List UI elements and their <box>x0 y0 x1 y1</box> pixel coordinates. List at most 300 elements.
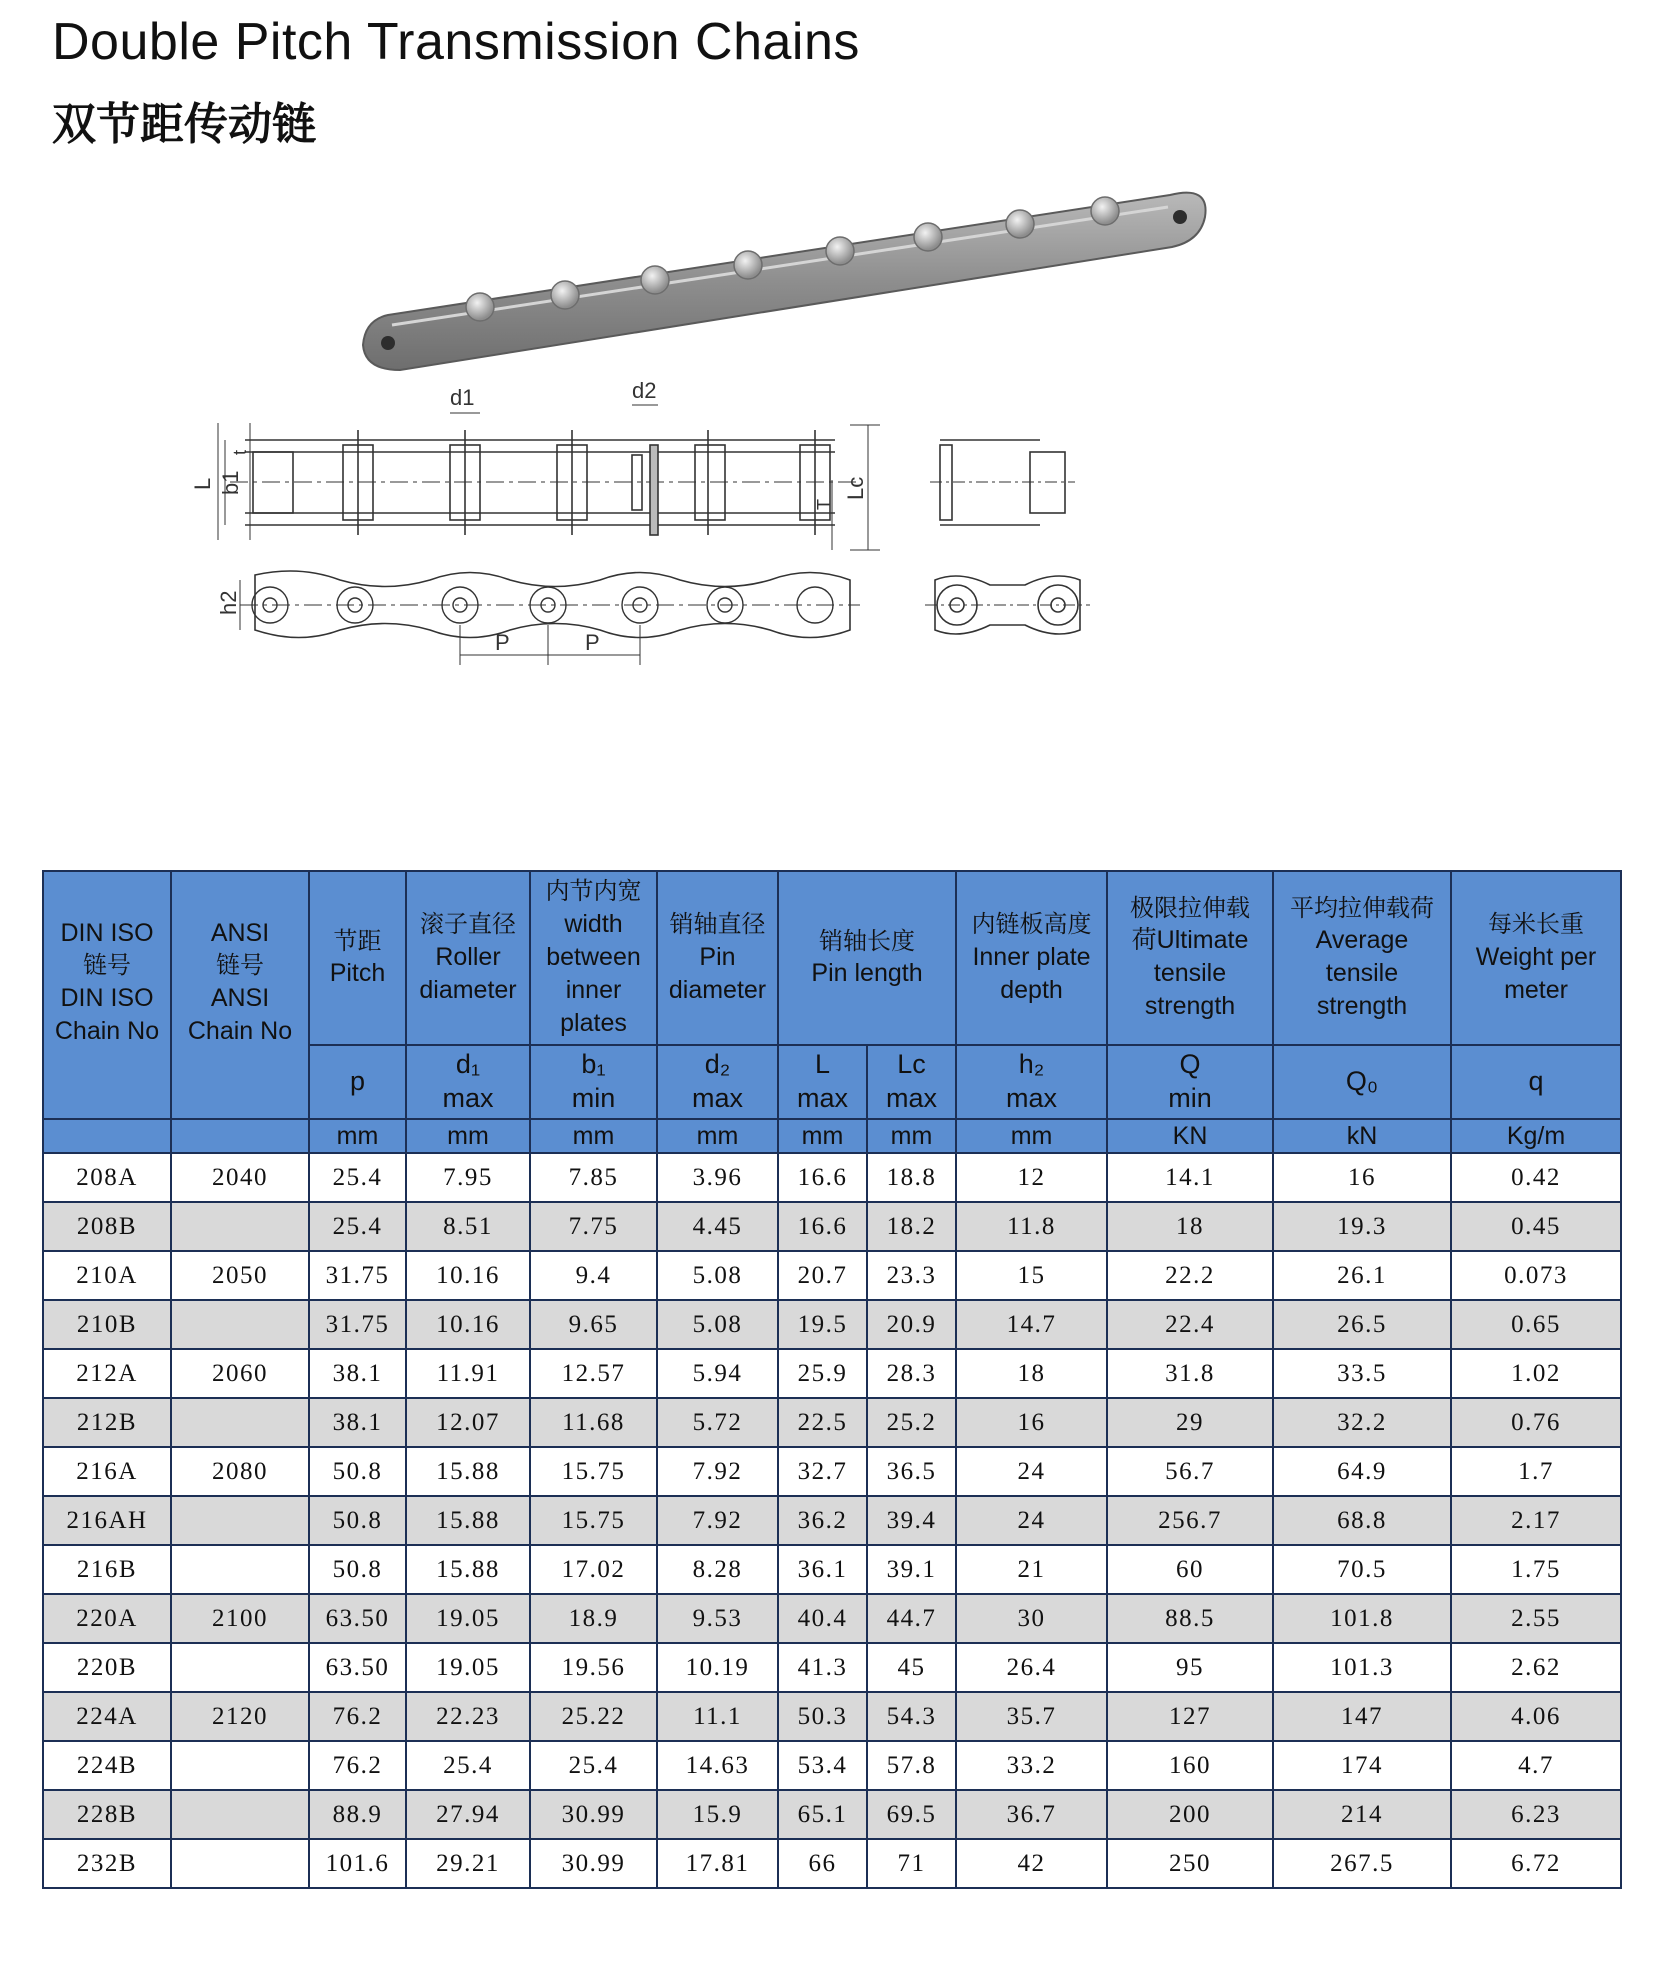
page-subtitle: 双节距传动链 <box>52 99 316 150</box>
table-cell: 15.75 <box>530 1496 657 1545</box>
table-cell: 212A <box>43 1349 171 1398</box>
header-text: 荷Ultimate <box>1131 926 1249 955</box>
unit-cell: KN <box>1107 1119 1273 1153</box>
table-cell: 19.3 <box>1273 1202 1451 1251</box>
table-cell: 2080 <box>171 1447 309 1496</box>
table-cell <box>171 1790 309 1839</box>
symbol-qualifier: min <box>1168 1083 1212 1113</box>
table-cell: 12 <box>956 1153 1107 1202</box>
table-cell: 50.8 <box>309 1496 406 1545</box>
header-text: Pin length <box>811 959 923 988</box>
table-row <box>43 1839 1621 1888</box>
label-Lc: Lc <box>843 476 868 500</box>
table-cell: 12.57 <box>530 1349 657 1398</box>
symbol-cell <box>309 1045 406 1119</box>
pin <box>914 223 942 251</box>
table-cell: 22.5 <box>778 1398 867 1447</box>
symbol: Lc <box>897 1049 926 1080</box>
table-cell: 200 <box>1107 1790 1273 1839</box>
chain-top-view-drawing <box>218 405 880 550</box>
table-cell: 220B <box>43 1643 171 1692</box>
table-cell: 216B <box>43 1545 171 1594</box>
col-header-pitch <box>309 871 406 1045</box>
table-cell: 9.53 <box>657 1594 778 1643</box>
table-cell: 38.1 <box>309 1349 406 1398</box>
table-cell: 2040 <box>171 1153 309 1202</box>
table-row <box>43 1790 1621 1839</box>
col-header-inner-plate-depth <box>956 871 1107 1045</box>
table-cell: 32.7 <box>778 1447 867 1496</box>
header-text: Weight per <box>1475 942 1597 971</box>
unit-cell: mm <box>657 1119 778 1153</box>
table-cell: 0.073 <box>1451 1251 1621 1300</box>
col-header-ultimate-strength <box>1107 871 1273 1045</box>
unit-cell: Kg/m <box>1451 1119 1621 1153</box>
label-t: t <box>230 449 250 455</box>
header-text: 平均拉伸载荷 <box>1290 893 1435 922</box>
chain-end-view-drawing <box>930 440 1075 525</box>
table-cell: 2120 <box>171 1692 309 1741</box>
table-cell: 15.9 <box>657 1790 778 1839</box>
header-text: Roller <box>435 942 501 971</box>
table-row <box>43 1349 1621 1398</box>
table-cell: 15.88 <box>406 1496 530 1545</box>
table-cell: 76.2 <box>309 1741 406 1790</box>
unit-cell: mm <box>778 1119 867 1153</box>
table-cell: 65.1 <box>778 1790 867 1839</box>
table-cell: 20.7 <box>778 1251 867 1300</box>
table-cell: 29.21 <box>406 1839 530 1888</box>
table-cell: 31.8 <box>1107 1349 1273 1398</box>
table-cell: 16 <box>1273 1153 1451 1202</box>
table-cell: 6.23 <box>1451 1790 1621 1839</box>
table-cell: 42 <box>956 1839 1107 1888</box>
unit-cell: mm <box>530 1119 657 1153</box>
pin <box>1091 197 1119 225</box>
table-cell: 16.6 <box>778 1202 867 1251</box>
table-cell: 32.2 <box>1273 1398 1451 1447</box>
table-cell: 14.1 <box>1107 1153 1273 1202</box>
col-header-average-strength <box>1273 871 1451 1045</box>
table-cell: 214 <box>1273 1790 1451 1839</box>
label-h2: h2 <box>216 590 241 615</box>
table-cell: 26.1 <box>1273 1251 1451 1300</box>
table-cell: 66 <box>778 1839 867 1888</box>
table-cell: 7.92 <box>657 1496 778 1545</box>
header-row-names <box>43 871 1621 1045</box>
header-text: 链号 <box>83 951 131 980</box>
chain-photo <box>363 193 1206 370</box>
label-d2: d2 <box>632 378 657 403</box>
label-d1: d1 <box>450 385 475 410</box>
table-cell: 14.7 <box>956 1300 1107 1349</box>
table-cell <box>171 1202 309 1251</box>
table-cell: 18 <box>956 1349 1107 1398</box>
table-cell: 19.05 <box>406 1594 530 1643</box>
unit-cell-blank <box>171 1119 309 1153</box>
table-cell: 224A <box>43 1692 171 1741</box>
table-cell: 14.63 <box>657 1741 778 1790</box>
col-header-inner-width <box>530 871 657 1045</box>
header-row-units <box>43 1119 1621 1153</box>
table-cell: 25.2 <box>867 1398 956 1447</box>
table-cell: 18.8 <box>867 1153 956 1202</box>
col-header-pin-length <box>778 871 956 1045</box>
table-cell: 0.45 <box>1451 1202 1621 1251</box>
table-cell: 216A <box>43 1447 171 1496</box>
table-cell: 2.17 <box>1451 1496 1621 1545</box>
table-cell: 20.9 <box>867 1300 956 1349</box>
header-text: DIN ISO <box>60 984 154 1012</box>
table-cell: 0.65 <box>1451 1300 1621 1349</box>
table-cell: 25.4 <box>309 1202 406 1251</box>
table-cell: 50.8 <box>309 1447 406 1496</box>
table-cell: 147 <box>1273 1692 1451 1741</box>
col-header-ansi <box>171 871 309 1119</box>
label-p-left: P <box>495 630 510 655</box>
label-L: L <box>190 477 215 490</box>
header-text: 销轴长度 <box>819 926 915 955</box>
header-text: 节距 <box>333 926 382 955</box>
table-cell: 63.50 <box>309 1643 406 1692</box>
table-cell: 5.08 <box>657 1251 778 1300</box>
header-text: 极限拉伸载 <box>1130 893 1251 922</box>
symbol: L <box>814 1049 831 1080</box>
col-header-weight <box>1451 871 1621 1045</box>
table-cell: 11.1 <box>657 1692 778 1741</box>
end-hole-right <box>1173 210 1187 224</box>
unit-cell: mm <box>309 1119 406 1153</box>
symbol-cell <box>657 1045 778 1119</box>
table-cell: 7.85 <box>530 1153 657 1202</box>
table-row <box>43 1251 1621 1300</box>
table-cell: 16 <box>956 1398 1107 1447</box>
table-cell: 7.75 <box>530 1202 657 1251</box>
table-cell: 208B <box>43 1202 171 1251</box>
table-cell: 267.5 <box>1273 1839 1451 1888</box>
table-cell: 11.8 <box>956 1202 1107 1251</box>
table-cell: 16.6 <box>778 1153 867 1202</box>
header-text: inner <box>565 975 622 1004</box>
table-cell: 10.19 <box>657 1643 778 1692</box>
table-cell: 76.2 <box>309 1692 406 1741</box>
symbol: p <box>349 1066 366 1097</box>
unit-cell: mm <box>406 1119 530 1153</box>
table-row <box>43 1741 1621 1790</box>
table-cell: 7.95 <box>406 1153 530 1202</box>
table-cell: 1.7 <box>1451 1447 1621 1496</box>
header-text: 链号 <box>216 951 264 980</box>
table-cell <box>171 1839 309 1888</box>
pin <box>466 293 494 321</box>
symbol: b₁ <box>581 1049 606 1080</box>
header-text: 内节内宽 <box>545 877 642 906</box>
table-cell: 15.88 <box>406 1447 530 1496</box>
table-cell: 23.3 <box>867 1251 956 1300</box>
table-cell <box>171 1741 309 1790</box>
table-cell: 12.07 <box>406 1398 530 1447</box>
table-cell: 60 <box>1107 1545 1273 1594</box>
table-cell: 210B <box>43 1300 171 1349</box>
table-cell: 29 <box>1107 1398 1273 1447</box>
table-cell: 22.23 <box>406 1692 530 1741</box>
header-text: 滚子直径 <box>420 910 516 939</box>
end-hole-left <box>381 336 395 350</box>
table-row <box>43 1447 1621 1496</box>
table-cell: 30.99 <box>530 1790 657 1839</box>
table-cell: 26.4 <box>956 1643 1107 1692</box>
header-text: Pitch <box>329 959 386 988</box>
header-text: 内链板高度 <box>971 910 1092 939</box>
table-cell: 10.16 <box>406 1251 530 1300</box>
pin <box>641 266 669 294</box>
table-cell: 71 <box>867 1839 956 1888</box>
table-cell: 2100 <box>171 1594 309 1643</box>
header-text: 销轴直径 <box>669 910 766 939</box>
table-cell: 250 <box>1107 1839 1273 1888</box>
table-cell: 19.05 <box>406 1643 530 1692</box>
table-cell: 8.51 <box>406 1202 530 1251</box>
table-cell: 54.3 <box>867 1692 956 1741</box>
table-cell: 28.3 <box>867 1349 956 1398</box>
table-cell: 24 <box>956 1496 1107 1545</box>
symbol: Q₀ <box>1345 1066 1379 1097</box>
pin <box>734 251 762 279</box>
table-cell: 19.56 <box>530 1643 657 1692</box>
symbol-qualifier: max <box>1006 1083 1058 1113</box>
table-cell: 50.8 <box>309 1545 406 1594</box>
unit-cell: mm <box>867 1119 956 1153</box>
symbol-qualifier: max <box>796 1083 848 1113</box>
pin <box>551 281 579 309</box>
table-cell: 4.45 <box>657 1202 778 1251</box>
header-text: ANSI <box>210 984 270 1012</box>
table-cell: 2050 <box>171 1251 309 1300</box>
header-text: between <box>546 942 641 971</box>
table-cell: 26.5 <box>1273 1300 1451 1349</box>
table-cell <box>171 1300 309 1349</box>
header-text: tensile <box>1153 959 1227 988</box>
unit-cell-blank <box>43 1119 171 1153</box>
symbol-qualifier: max <box>886 1083 938 1113</box>
table-cell: 160 <box>1107 1741 1273 1790</box>
table-cell: 1.75 <box>1451 1545 1621 1594</box>
table-cell: 216AH <box>43 1496 171 1545</box>
table-cell: 220A <box>43 1594 171 1643</box>
header-text: ANSI <box>210 919 270 948</box>
header-text: meter <box>1504 975 1568 1004</box>
table-cell: 22.2 <box>1107 1251 1273 1300</box>
symbol-qualifier: max <box>691 1083 743 1113</box>
table-cell: 208A <box>43 1153 171 1202</box>
table-cell: 25.9 <box>778 1349 867 1398</box>
symbol: q <box>1528 1066 1544 1097</box>
header-text: Chain No <box>54 1017 160 1045</box>
header-text: Pin <box>699 942 736 971</box>
table-cell: 69.5 <box>867 1790 956 1839</box>
spec-table <box>42 870 1622 1889</box>
header-text: Average <box>1315 926 1409 955</box>
table-cell: 256.7 <box>1107 1496 1273 1545</box>
table-cell: 3.96 <box>657 1153 778 1202</box>
table-row <box>43 1643 1621 1692</box>
table-cell: 2060 <box>171 1349 309 1398</box>
table-cell: 36.2 <box>778 1496 867 1545</box>
table-cell: 36.5 <box>867 1447 956 1496</box>
table-cell: 31.75 <box>309 1300 406 1349</box>
symbol-cell <box>867 1045 956 1119</box>
table-row <box>43 1300 1621 1349</box>
table-cell: 8.28 <box>657 1545 778 1594</box>
table-cell: 15 <box>956 1251 1107 1300</box>
symbol-cell <box>1273 1045 1451 1119</box>
table-cell: 9.4 <box>530 1251 657 1300</box>
table-cell: 232B <box>43 1839 171 1888</box>
table-cell: 0.76 <box>1451 1398 1621 1447</box>
header-text: diameter <box>419 975 517 1004</box>
symbol-qualifier: max <box>442 1083 494 1113</box>
header-text: strength <box>1144 992 1236 1021</box>
table-cell: 17.81 <box>657 1839 778 1888</box>
header-text: strength <box>1316 992 1408 1021</box>
symbol: Q <box>1179 1049 1201 1080</box>
table-cell: 19.5 <box>778 1300 867 1349</box>
header-text: Chain No <box>187 1017 293 1045</box>
table-cell: 64.9 <box>1273 1447 1451 1496</box>
table-body <box>43 1153 1621 1888</box>
table-cell: 24 <box>956 1447 1107 1496</box>
table-cell: 30 <box>956 1594 1107 1643</box>
table-cell: 18 <box>1107 1202 1273 1251</box>
symbol-cell <box>530 1045 657 1119</box>
table-cell: 33.2 <box>956 1741 1107 1790</box>
table-row <box>43 1692 1621 1741</box>
table-cell: 88.9 <box>309 1790 406 1839</box>
table-cell: 9.65 <box>530 1300 657 1349</box>
table-cell <box>171 1643 309 1692</box>
table-cell: 88.5 <box>1107 1594 1273 1643</box>
table-cell: 0.42 <box>1451 1153 1621 1202</box>
table-row <box>43 1496 1621 1545</box>
table-cell: 33.5 <box>1273 1349 1451 1398</box>
table-cell: 101.6 <box>309 1839 406 1888</box>
table-row <box>43 1202 1621 1251</box>
header-text: Inner plate <box>972 942 1091 971</box>
pin <box>826 237 854 265</box>
table-cell: 6.72 <box>1451 1839 1621 1888</box>
chain-figure <box>160 155 1480 845</box>
symbol-cell <box>1451 1045 1621 1119</box>
header-text: width <box>564 909 623 938</box>
table-cell: 39.1 <box>867 1545 956 1594</box>
table-cell: 35.7 <box>956 1692 1107 1741</box>
table-cell: 224B <box>43 1741 171 1790</box>
table-cell: 39.4 <box>867 1496 956 1545</box>
table-cell: 212B <box>43 1398 171 1447</box>
col-header-pin-diameter <box>657 871 778 1045</box>
table-cell <box>171 1545 309 1594</box>
table-cell: 50.3 <box>778 1692 867 1741</box>
table-cell: 36.1 <box>778 1545 867 1594</box>
table-cell: 101.3 <box>1273 1643 1451 1692</box>
symbol-cell <box>406 1045 530 1119</box>
symbol: h₂ <box>1018 1049 1045 1080</box>
header-text: plates <box>560 1008 627 1037</box>
symbol: d₂ <box>704 1049 731 1080</box>
label-b1: b1 <box>218 470 243 495</box>
symbol-cell <box>1107 1045 1273 1119</box>
label-p-right: P <box>585 630 600 655</box>
table-cell: 70.5 <box>1273 1545 1451 1594</box>
symbol-cell <box>956 1045 1107 1119</box>
table-cell: 4.06 <box>1451 1692 1621 1741</box>
header-text: tensile <box>1325 959 1399 988</box>
header-text: 每米长重 <box>1488 910 1585 939</box>
col-header-roller-diameter <box>406 871 530 1045</box>
table-cell: 41.3 <box>778 1643 867 1692</box>
table-cell: 44.7 <box>867 1594 956 1643</box>
table-row <box>43 1545 1621 1594</box>
table-cell: 7.92 <box>657 1447 778 1496</box>
symbol-cell <box>778 1045 867 1119</box>
table-cell: 5.94 <box>657 1349 778 1398</box>
table-cell: 15.75 <box>530 1447 657 1496</box>
table-cell: 38.1 <box>309 1398 406 1447</box>
table-cell: 53.4 <box>778 1741 867 1790</box>
unit-cell: mm <box>956 1119 1107 1153</box>
chain-side-view-drawing <box>240 571 860 665</box>
table-cell: 228B <box>43 1790 171 1839</box>
table-cell: 31.75 <box>309 1251 406 1300</box>
table-cell: 21 <box>956 1545 1107 1594</box>
table-row <box>43 1594 1621 1643</box>
table-cell: 127 <box>1107 1692 1273 1741</box>
table-cell: 25.4 <box>309 1153 406 1202</box>
table-cell: 95 <box>1107 1643 1273 1692</box>
table-cell: 18.2 <box>867 1202 956 1251</box>
table-cell: 45 <box>867 1643 956 1692</box>
table-cell: 101.8 <box>1273 1594 1451 1643</box>
table-cell: 18.9 <box>530 1594 657 1643</box>
table-cell: 27.94 <box>406 1790 530 1839</box>
header-text: DIN ISO <box>60 919 154 948</box>
table-cell: 4.7 <box>1451 1741 1621 1790</box>
label-T: T <box>814 499 834 510</box>
table-cell: 2.55 <box>1451 1594 1621 1643</box>
table-cell: 15.88 <box>406 1545 530 1594</box>
header-text: diameter <box>668 975 767 1004</box>
table-cell: 5.72 <box>657 1398 778 1447</box>
table-cell: 11.91 <box>406 1349 530 1398</box>
table-cell: 30.99 <box>530 1839 657 1888</box>
table-cell: 25.22 <box>530 1692 657 1741</box>
table-cell: 56.7 <box>1107 1447 1273 1496</box>
table-cell: 2.62 <box>1451 1643 1621 1692</box>
page-title: Double Pitch Transmission Chains <box>52 13 860 71</box>
symbol: d₁ <box>455 1049 481 1080</box>
symbol-qualifier: min <box>571 1083 616 1113</box>
table-cell: 10.16 <box>406 1300 530 1349</box>
table-cell: 68.8 <box>1273 1496 1451 1545</box>
table-cell: 210A <box>43 1251 171 1300</box>
table-cell <box>171 1398 309 1447</box>
table-cell: 57.8 <box>867 1741 956 1790</box>
table-cell: 22.4 <box>1107 1300 1273 1349</box>
table-row <box>43 1398 1621 1447</box>
table-cell: 5.08 <box>657 1300 778 1349</box>
header-text: depth <box>1000 975 1063 1004</box>
table-cell: 174 <box>1273 1741 1451 1790</box>
